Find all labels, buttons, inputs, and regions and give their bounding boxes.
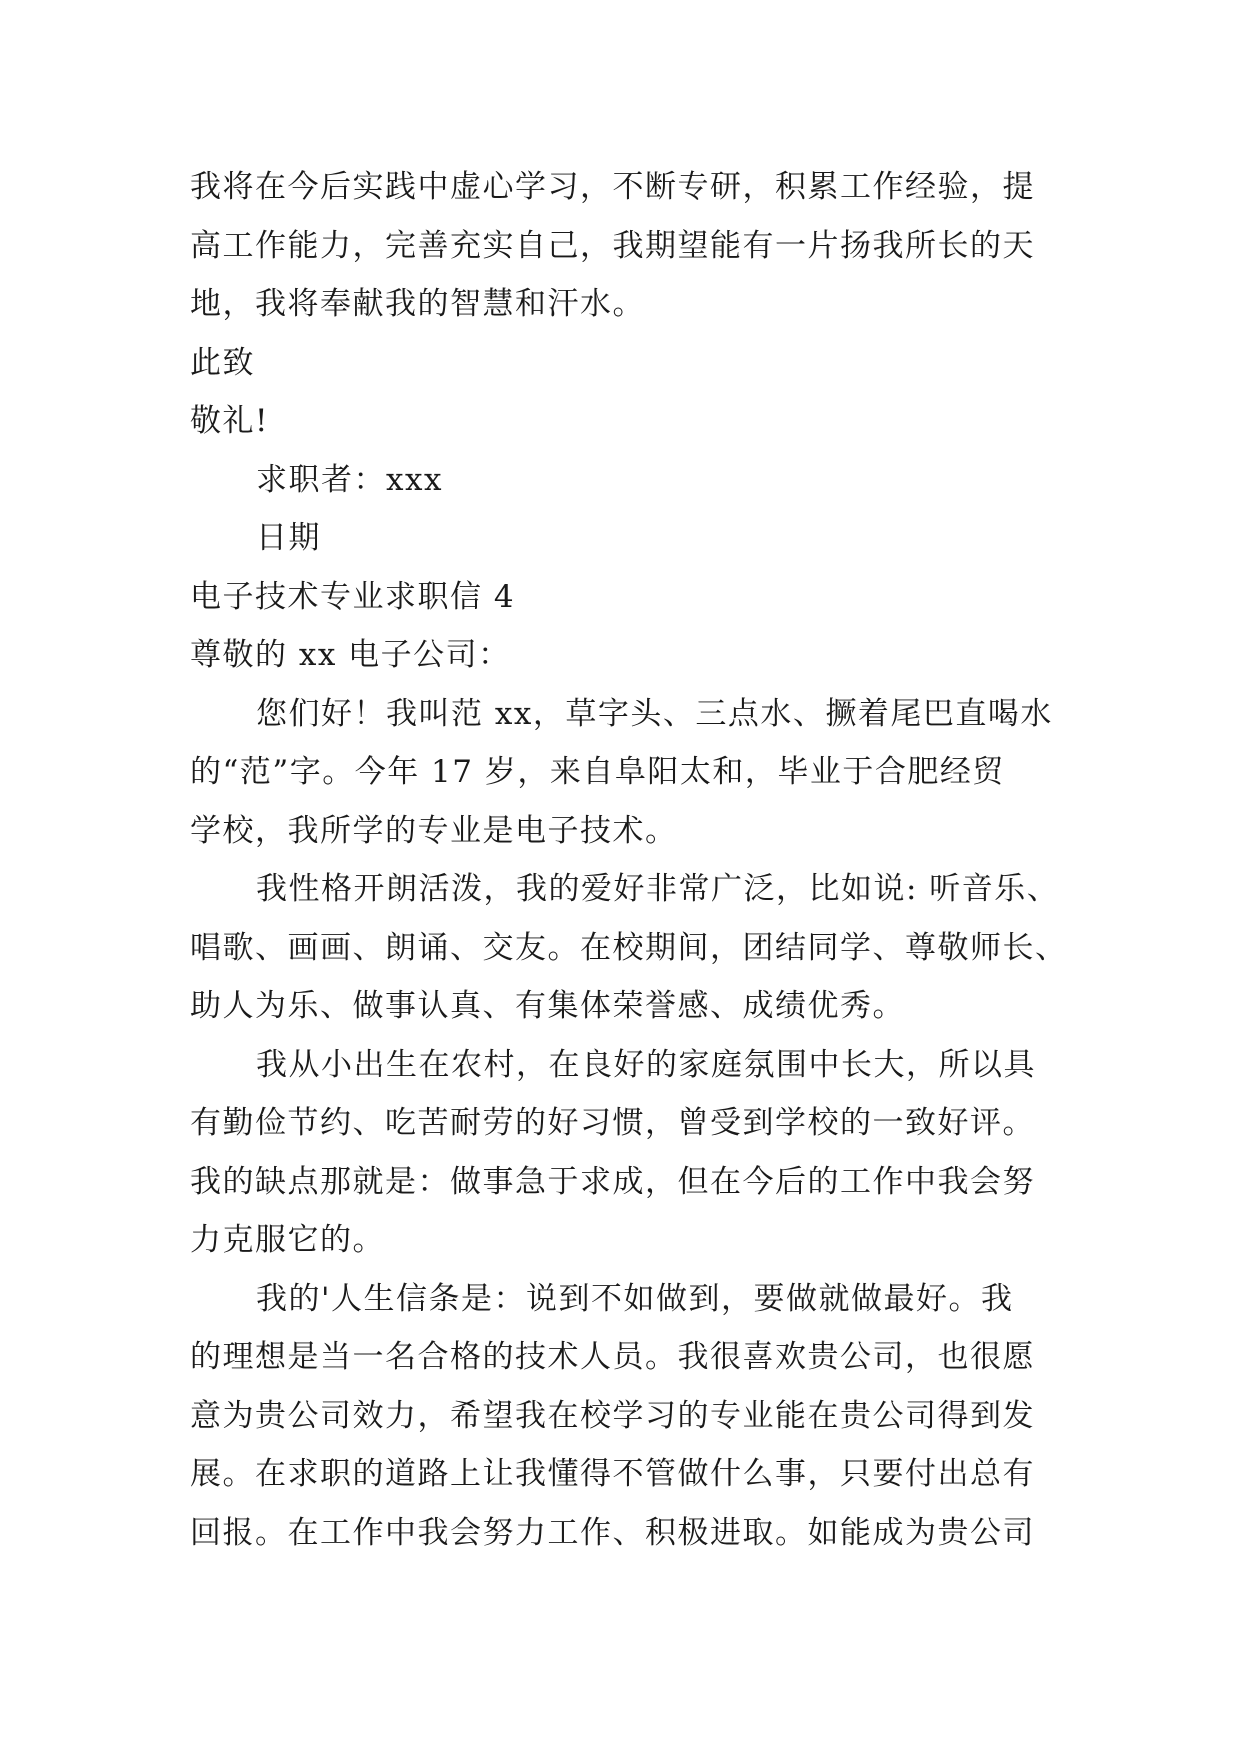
text-line: 意为贵公司效力，希望我在校学习的专业能在贵公司得到发: [190, 1397, 1035, 1434]
greeting-line: 尊敬的 xx 电子公司：: [190, 637, 511, 673]
text-line: 我性格开朗活泼，我的爱好非常广泛，比如说: 听音乐、: [256, 871, 1060, 907]
text-line: 我的缺点那就是：做事急于求成，但在今后的工作中我会努: [190, 1163, 1035, 1200]
text-line: 助人为乐、做事认真、有集体荣誉感、成绩优秀。: [190, 988, 905, 1024]
text-line: 的理想是当一名合格的技术人员。我很喜欢贵公司，也很愿: [190, 1339, 1035, 1375]
letter-body: [190, 158, 1070, 1562]
text-line: 唱歌、画画、朗诵、交友。在校期间，团结同学、尊敬师长、: [190, 929, 1068, 966]
closing-salutation: 此致: [190, 344, 255, 381]
text-line: 我从小出生在农村，在良好的家庭氛围中长大，所以具: [256, 1046, 1036, 1083]
text-line: 力克服它的。: [190, 1222, 385, 1258]
text-line: 地，我将奉献我的智慧和汗水。: [190, 286, 645, 322]
text-line: 我将在今后实践中虚心学习，不断专研，积累工作经验，提: [190, 169, 1035, 205]
section-title: 电子技术专业求职信 4: [190, 578, 516, 615]
text-line: 展。在求职的道路上让我懂得不管做什么事，只要付出总有: [190, 1456, 1035, 1492]
date-label: 日期: [256, 520, 321, 556]
text-line: 的“范”字。今年 17 岁，来自阜阳太和，毕业于合肥经贸: [190, 754, 1005, 790]
text-line: 学校，我所学的专业是电子技术。: [190, 812, 678, 849]
text-line: 高工作能力，完善充实自己，我期望能有一片扬我所长的天: [190, 227, 1035, 264]
text-line: 回报。在工作中我会努力工作、积极进取。如能成为贵公司: [190, 1514, 1035, 1551]
text-line: 有勤俭节约、吃苦耐劳的好习惯，曾受到学校的一致好评。: [190, 1105, 1035, 1141]
closing-regards: 敬礼!: [190, 403, 269, 439]
text-line: 我的'人生信条是：说到不如做到，要做就做最好。我: [256, 1280, 1014, 1317]
applicant-signature: 求职者：xxx: [256, 461, 443, 498]
text-line: 您们好！我叫范 xx，草字头、三点水、撅着尾巴直喝水: [256, 695, 1053, 732]
